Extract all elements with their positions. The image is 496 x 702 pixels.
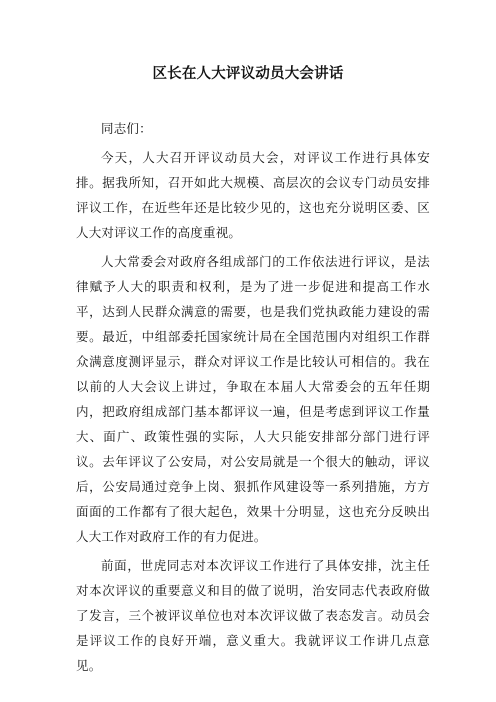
salutation: 同志们： bbox=[101, 121, 152, 136]
paragraph: 人大常委会对政府各组成部门的工作依法进行评议，是法律赋予人大的职责和权利，是为了进一步促进和提高工作水平，达到人民群众满意的需要，也是我们党执政能力建设的需要。最近，中组部委托国家统计局在全国范围内对组织工作群众满意度测评显示，群众对评议工作是比较认可相信的。我在以前的人大会议上讲过，争取在本届人大常委会的五年任期内，把政府组成部门基本都评议一遍，但是考虑到评议工作量大、面广、政策性强的实际，人大只能安排部分部门进行评议。去年评议了公安局，对公安局就是一个很大的触动，评议后，公安局通过竞争上岗、狠抓作风建设等一系列措施，方方面面的工作都有了很大起色，效果十分明显，这也充分反映出人大工作对政府工作的有力促进。 bbox=[76, 254, 430, 544]
document-body bbox=[76, 116, 430, 682]
paragraph: 前面，世虎同志对本次评议工作进行了具体安排，沈主任对本次评议的重要意义和目的做了说明，治安同志代表政府做了发言，三个被评议单位也对本次评议做了表态发言。动员会是评议工作的良好开端，意义重大。我就评议工作讲几点意见。 bbox=[76, 558, 430, 673]
document-title: 区长在人大评议动员大会讲话 bbox=[152, 66, 344, 82]
paragraph: 今天，人大召开评议动员大会，对评议工作进行具体安排。据我所知，召开如此大规模、高层次的会议专门动员安排评议工作，在近些年还是比较少见的，这也充分说明区委、区人大对评议工作的高度重视。 bbox=[76, 150, 430, 240]
